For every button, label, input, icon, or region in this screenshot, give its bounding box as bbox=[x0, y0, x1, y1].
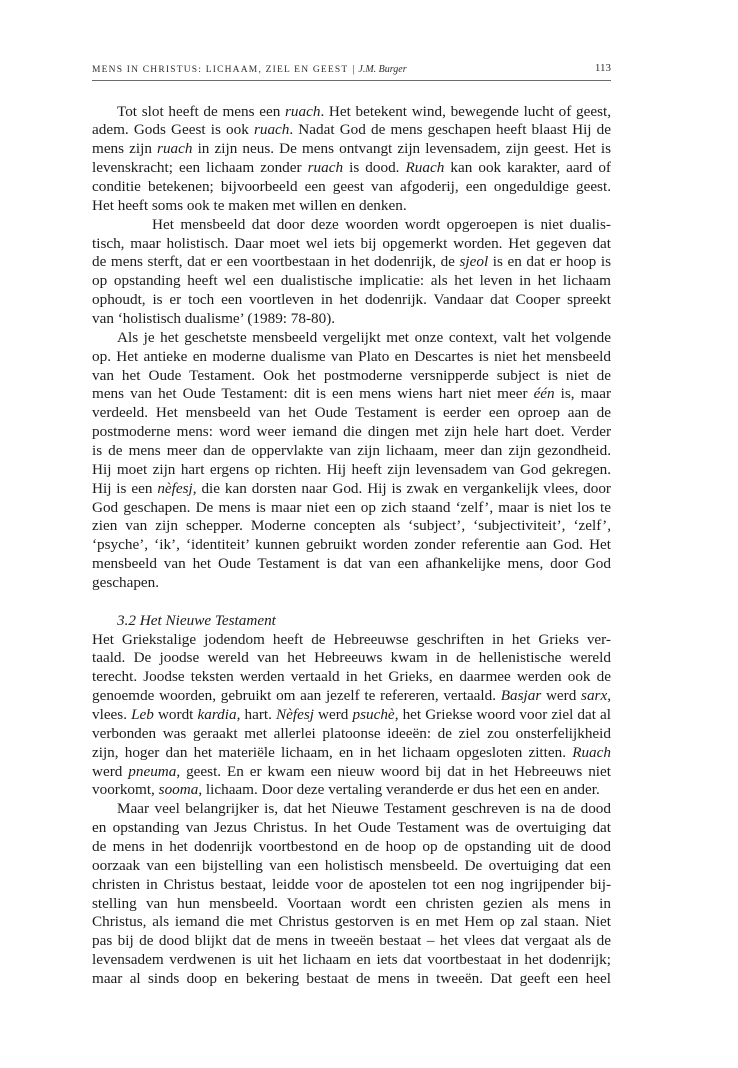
line-content bbox=[92, 725, 611, 742]
text-line bbox=[92, 480, 611, 499]
italic-term: psuchè bbox=[352, 706, 395, 723]
text-run: de mens in het dodenrijk voortbestond en de hoop op de opstanding uit de dood bbox=[92, 838, 611, 856]
text-run: terecht. Joodse teksten werden vertaald in het Grieks, en daarmee werden ook de bbox=[92, 668, 611, 686]
text-run: maar al sinds doop en bekering bestaat de mens in tweeën. Dat geeft een heel bbox=[92, 970, 611, 988]
line-content bbox=[92, 781, 600, 798]
text-line bbox=[92, 404, 611, 423]
line-content bbox=[92, 744, 611, 761]
text-run: Het Griekstalige jodendom heeft de Hebreeuwse geschriften in het Grieks ver- bbox=[92, 630, 611, 648]
line-content bbox=[92, 555, 611, 572]
text-run: , bbox=[607, 687, 611, 705]
paragraph bbox=[92, 216, 611, 329]
text-run: zien van zijn schepper. Moderne concepten als ‘subject’, ‘subjectiviteit’, ‘zelf’, bbox=[92, 517, 611, 535]
text-line bbox=[92, 574, 611, 593]
line-content bbox=[92, 442, 611, 459]
text-line bbox=[92, 291, 611, 310]
text-line bbox=[92, 253, 611, 272]
line-content bbox=[92, 253, 611, 270]
line-content bbox=[92, 423, 611, 440]
text-line bbox=[92, 461, 611, 480]
line-content bbox=[92, 876, 611, 893]
text-line bbox=[92, 442, 611, 461]
text-run: wordt bbox=[153, 706, 198, 723]
page-number: 113 bbox=[594, 62, 611, 74]
text-run: Hij is een bbox=[92, 479, 158, 497]
body-text bbox=[92, 103, 611, 989]
italic-term: Leb bbox=[131, 706, 154, 723]
text-run: van ‘holistisch dualisme’ (1989: 78-80). bbox=[92, 309, 336, 327]
italic-term: Ruach bbox=[405, 159, 445, 177]
text-run: in zijn neus. De mens ontvangt zijn levensadem, zijn geest. Het is bbox=[192, 140, 611, 158]
line-content bbox=[152, 216, 611, 233]
text-line bbox=[92, 499, 611, 518]
line-content bbox=[92, 348, 611, 365]
line-content bbox=[92, 121, 611, 138]
text-run: en opstanding van Jezus Christus. In het Oude Testament was de overtuiging dat bbox=[92, 819, 611, 837]
line-content bbox=[92, 951, 611, 968]
text-run: Christus, als iemand die met Christus gestorven is en met Hem op zal staan. Niet bbox=[92, 913, 611, 931]
line-content bbox=[92, 385, 611, 402]
text-run: genoemde woorden, gebruikt om aan jezelf te refereren, vertaald. bbox=[92, 687, 501, 705]
line-content bbox=[92, 838, 611, 855]
text-line bbox=[92, 706, 611, 725]
line-content bbox=[92, 857, 611, 874]
text-line bbox=[92, 800, 611, 819]
line-content bbox=[92, 517, 611, 534]
text-line bbox=[92, 857, 611, 876]
text-line bbox=[92, 687, 611, 706]
italic-term: ruach bbox=[307, 159, 344, 177]
text-run: Hij moet zijn hart ergens op richten. Hij heeft zijn levensadem van God gekregen. bbox=[92, 460, 611, 478]
line-content bbox=[92, 499, 611, 516]
text-run: op opstanding heeft wel een dualistische implicatie: als het leven in het lichaam bbox=[92, 272, 611, 290]
running-title: MENS IN CHRISTUS: LICHAAM, ZIEL EN GEEST bbox=[92, 65, 349, 75]
text-line bbox=[92, 668, 611, 687]
text-line bbox=[92, 216, 611, 235]
line-content bbox=[92, 819, 611, 836]
text-run: , hart. bbox=[236, 706, 276, 723]
italic-term: ruach bbox=[285, 102, 321, 120]
text-run: werd bbox=[92, 762, 129, 780]
text-run: mens zijn bbox=[92, 140, 158, 158]
text-line bbox=[92, 517, 611, 536]
text-run: Het mensbeeld dat door deze woorden wordt opgeroepen is niet dualis- bbox=[152, 215, 611, 233]
text-line bbox=[92, 385, 611, 404]
text-run: taald. De joodse wereld van het Hebreeuws kwam in de hellenistische wereld bbox=[92, 649, 611, 667]
italic-term: sjeol bbox=[459, 253, 489, 271]
text-run: is dood. bbox=[343, 159, 406, 177]
text-line bbox=[92, 913, 611, 932]
text-run: van het Oude Testament. Ook het postmoderne versnipperde subject is niet de bbox=[92, 366, 611, 384]
line-content bbox=[92, 159, 611, 176]
paragraph bbox=[92, 800, 611, 989]
text-run: voorkomt, bbox=[92, 781, 159, 799]
text-line bbox=[92, 951, 611, 970]
italic-term: nèfesj bbox=[157, 479, 193, 497]
text-line bbox=[92, 235, 611, 254]
text-run: oorzaak van een bijstelling van een holistisch mensbeeld. De overtuiging dat een bbox=[92, 856, 611, 874]
text-run: Tot slot heeft de mens een bbox=[117, 102, 285, 120]
line-content bbox=[92, 178, 611, 195]
text-run: , die kan dorsten naar God. Hij is zwak en vergankelijk vlees, door bbox=[192, 479, 611, 497]
running-header bbox=[92, 61, 611, 75]
text-run: levenskracht; een lichaam zonder bbox=[92, 159, 308, 177]
text-line bbox=[92, 631, 611, 650]
text-run: ‘psyche’, ‘ik’, ‘identiteit’ kunnen gebruikt worden zonder referentie aan God. Het bbox=[92, 536, 611, 554]
text-run: is, maar bbox=[554, 385, 611, 403]
text-line bbox=[92, 103, 611, 122]
text-line bbox=[92, 555, 611, 574]
text-run: . Het betekent wind, bewegende lucht of geest, bbox=[320, 102, 612, 120]
text-run: op. Het antieke en moderne dualisme van Plato en Descartes is niet het mensbeeld bbox=[92, 347, 611, 365]
line-content bbox=[92, 310, 335, 327]
line-content bbox=[92, 140, 611, 157]
line-content bbox=[92, 763, 611, 780]
text-line bbox=[92, 763, 611, 782]
text-line bbox=[92, 838, 611, 857]
line-content bbox=[92, 272, 611, 289]
line-content bbox=[92, 291, 611, 308]
text-run: Het heeft soms ook te maken met willen en denken. bbox=[92, 196, 407, 214]
line-content bbox=[92, 480, 611, 497]
text-run: tisch, maar holistisch. Daar moet wel iets bij opgemerkt worden. Het gegeven dat bbox=[92, 234, 611, 252]
text-line bbox=[92, 895, 611, 914]
text-run: , geest. En er kwam een nieuw woord bij dat in het Hebreeuws niet bbox=[176, 762, 611, 780]
text-run: , lichaam. Door deze vertaling veranderde er dus het een en ander. bbox=[198, 781, 600, 799]
italic-term: pneuma bbox=[128, 762, 177, 780]
line-content bbox=[92, 932, 611, 949]
header-separator: | bbox=[352, 64, 355, 75]
text-run: mensbeeld van het Oude Testament is dat van een afhankelijke mens, door God bbox=[92, 555, 611, 573]
italic-term: sooma bbox=[158, 781, 199, 799]
text-line bbox=[92, 197, 611, 216]
line-content bbox=[92, 895, 611, 912]
paragraph bbox=[92, 631, 611, 801]
text-line bbox=[92, 725, 611, 744]
text-run: . Nadat God de mens geschapen heeft blaast Hij de bbox=[289, 121, 611, 139]
text-run: adem. Gods Geest is ook bbox=[92, 121, 254, 139]
text-run: is de mens meer dan de oppervlakte van zijn lichaam, meer dan zijn gezondheid. bbox=[92, 441, 611, 459]
text-run: levensadem verdwenen is uit het lichaam en iets dat voortbestaat in het dodenrijk; bbox=[92, 951, 611, 969]
italic-term: Nèfesj bbox=[275, 706, 314, 723]
text-run: de mens sterft, dat er een voortbestaan in het dodenrijk, de bbox=[92, 253, 460, 271]
text-run: conditie betekenen; bijvoorbeeld een geest van afgoderij, een ongeduldige geest. bbox=[92, 177, 611, 195]
text-run: mens van het Oude Testament: dit is een mens wiens hart niet meer bbox=[92, 385, 534, 403]
line-content bbox=[92, 235, 611, 252]
paragraph bbox=[92, 329, 611, 593]
text-run: Maar veel belangrijker is, dat het Nieuwe Testament geschreven is na de dood bbox=[117, 800, 611, 818]
paragraph bbox=[92, 103, 611, 216]
text-line bbox=[92, 178, 611, 197]
text-run: postmoderne mens: word weer iemand die dingen met zijn hele hart doet. Verder bbox=[92, 423, 611, 441]
line-content bbox=[92, 706, 611, 723]
text-line bbox=[92, 272, 611, 291]
text-run: verdeeld. Het mensbeeld van het Oude Testament is eerder een oproep aan de bbox=[92, 404, 611, 422]
text-run: is en dat er hoop is bbox=[488, 253, 611, 271]
text-run: vlees. bbox=[92, 706, 132, 723]
text-line bbox=[92, 970, 611, 989]
italic-term: één bbox=[533, 385, 555, 403]
text-line bbox=[92, 329, 611, 348]
text-line bbox=[92, 744, 611, 763]
text-line bbox=[92, 781, 611, 800]
text-run: werd bbox=[313, 706, 353, 723]
italic-term: Basjar bbox=[500, 687, 542, 705]
text-line bbox=[92, 819, 611, 838]
text-run: God geschapen. De mens is maar niet een op zich staand ‘zelf’, maar is niet los te bbox=[92, 498, 611, 516]
line-content bbox=[117, 103, 611, 120]
text-line bbox=[92, 159, 611, 178]
line-content bbox=[92, 913, 611, 930]
line-content bbox=[92, 536, 611, 553]
italic-term: kardia bbox=[197, 706, 237, 723]
line-content bbox=[92, 687, 611, 704]
text-line bbox=[92, 423, 611, 442]
line-content bbox=[92, 404, 611, 421]
line-content bbox=[117, 800, 611, 817]
line-content bbox=[92, 461, 611, 478]
line-content bbox=[92, 574, 159, 591]
line-content bbox=[92, 367, 611, 384]
running-author: J.M. Burger bbox=[358, 64, 407, 75]
line-content bbox=[92, 197, 407, 214]
text-run: verbonden was geraakt met allerlei platoonse ideeën: de ziel zou onsterfelijkheid bbox=[92, 724, 611, 742]
text-line bbox=[92, 121, 611, 140]
line-content bbox=[92, 970, 611, 987]
text-line bbox=[92, 932, 611, 951]
text-run: pas bij de dood blijkt dat de mens in tweeën bestaat – het vlees dat vergaat als de bbox=[92, 932, 611, 950]
text-line bbox=[92, 367, 611, 386]
text-line bbox=[92, 876, 611, 895]
italic-term: Ruach bbox=[572, 743, 611, 761]
text-run: ophoudt, is er toch een voortleven in het dodenrijk. Vandaar dat Cooper spreekt bbox=[92, 291, 611, 309]
text-line bbox=[92, 310, 611, 329]
text-run: kan ook karakter, aard of bbox=[444, 159, 611, 177]
italic-term: ruach bbox=[157, 140, 193, 158]
line-content bbox=[92, 631, 611, 648]
line-content bbox=[92, 649, 611, 666]
italic-term: sarx bbox=[581, 687, 608, 705]
text-line bbox=[92, 649, 611, 668]
text-run: , het Griekse woord voor ziel dat al bbox=[394, 706, 611, 723]
text-line bbox=[92, 140, 611, 159]
text-line bbox=[92, 536, 611, 555]
text-run: geschapen. bbox=[92, 573, 160, 591]
text-run: stelling van hun mensbeeld. Voortaan wordt een christen gezien als mens in bbox=[92, 894, 611, 912]
text-run: werd bbox=[541, 687, 582, 705]
line-content bbox=[117, 329, 611, 346]
text-run: christen in Christus bestaat, leidde voor de apostelen tot een nog ingrijpender bij- bbox=[92, 875, 611, 893]
text-run: Als je het geschetste mensbeeld vergelijkt met onze context, valt het volgende bbox=[117, 328, 611, 346]
header-rule bbox=[92, 80, 611, 81]
text-line bbox=[92, 348, 611, 367]
italic-term: ruach bbox=[253, 121, 290, 139]
line-content bbox=[92, 668, 611, 685]
text-run: zijn, hoger dan het materiële lichaam, en in het lichaam opgesloten zitten. bbox=[92, 743, 573, 761]
section-heading: 3.2 Het Nieuwe Testament bbox=[117, 611, 276, 629]
